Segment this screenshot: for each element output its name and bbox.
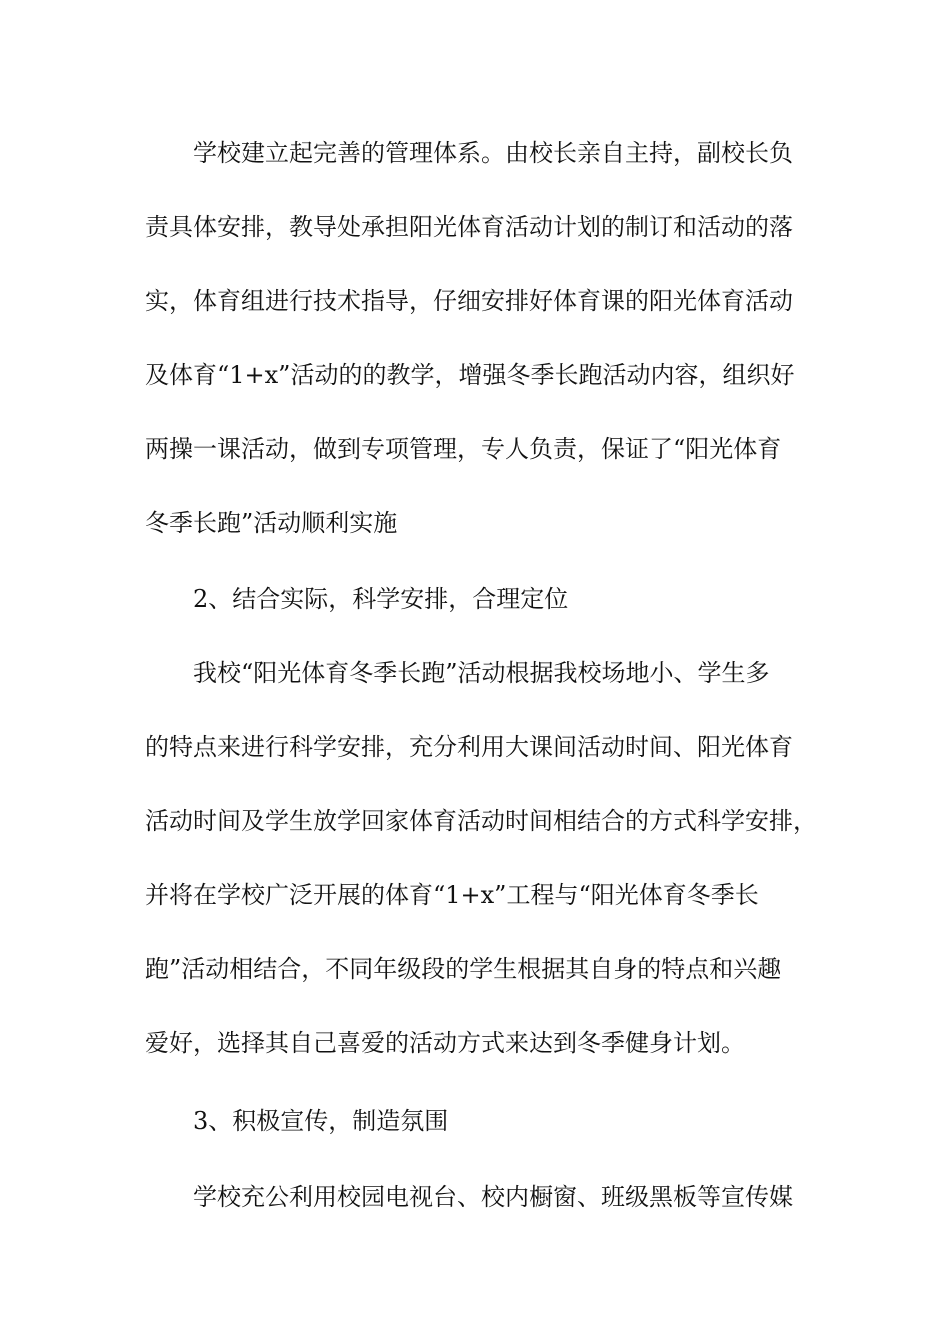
paragraph-line: 我校“阳光体育冬季长跑”活动根据我校场地小、学生多 [193, 659, 770, 687]
paragraph-line: 爱好，选择其自己喜爱的活动方式来达到冬季健身计划。 [145, 1029, 745, 1057]
section-heading: 2、结合实际，科学安排，合理定位 [193, 585, 569, 613]
paragraph-line: 冬季长跑”活动顺利实施 [145, 509, 398, 537]
paragraph-line: 并将在学校广泛开展的体育“1+x”工程与“阳光体育冬季长 [145, 881, 759, 909]
paragraph-line: 跑”活动相结合，不同年级段的学生根据其自身的特点和兴趣 [145, 955, 782, 983]
paragraph-line: 学校充公利用校园电视台、校内橱窗、班级黑板等宣传媒 [193, 1183, 793, 1211]
paragraph-line: 的特点来进行科学安排，充分利用大课间活动时间、阳光体育 [145, 733, 793, 761]
paragraph-line: 活动时间及学生放学回家体育活动时间相结合的方式科学安排， [145, 807, 817, 835]
paragraph-line: 责具体安排，教导处承担阳光体育活动计划的制订和活动的落 [145, 213, 793, 241]
paragraph-line: 实，体育组进行技术指导，仔细安排好体育课的阳光体育活动 [145, 287, 793, 315]
section-heading: 3、积极宣传，制造氛围 [193, 1107, 449, 1135]
paragraph-line: 学校建立起完善的管理体系。由校长亲自主持，副校长负 [193, 139, 793, 167]
paragraph-line: 及体育“1+x”活动的的教学，增强冬季长跑活动内容，组织好 [145, 361, 795, 389]
paragraph-line: 两操一课活动，做到专项管理，专人负责，保证了“阳光体育 [145, 435, 782, 463]
